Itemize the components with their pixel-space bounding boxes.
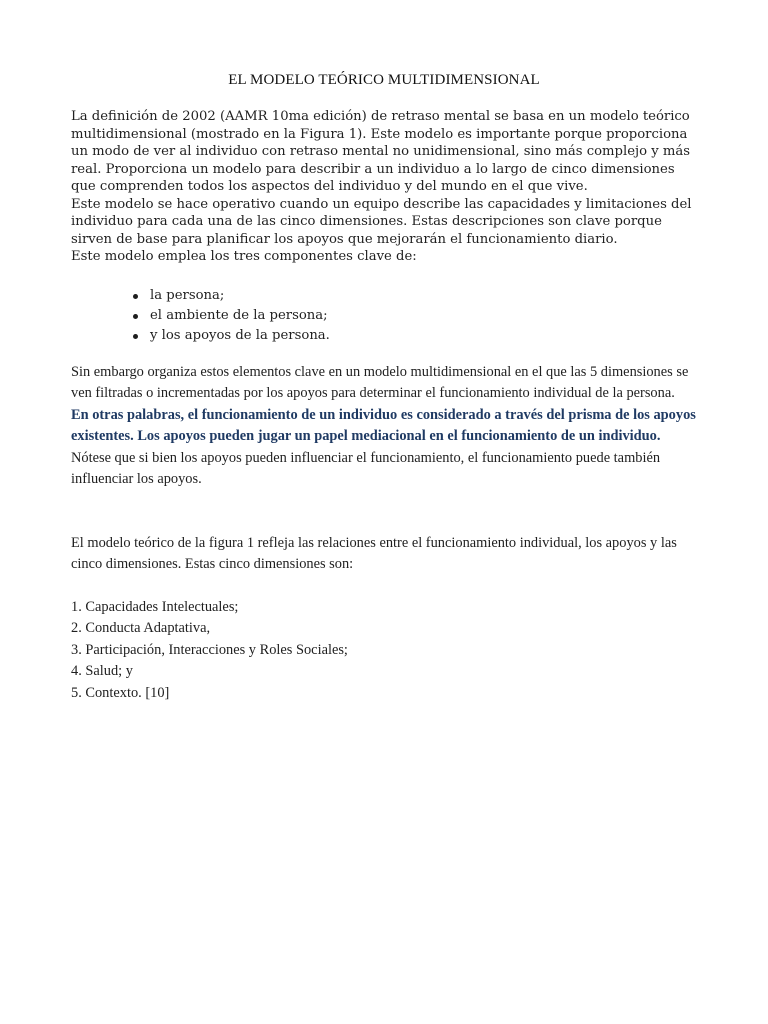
document-title: EL MODELO TEÓRICO MULTIDIMENSIONAL: [228, 72, 540, 88]
figura-paragraph: El modelo teórico de la figura 1 refleja las relaciones entre el funcionamiento individual, los apoyos y las cinco dimensiones. Estas cinco dimensiones son:: [71, 535, 677, 573]
emphasis-text: En otras palabras, el funcionamiento de un individuo es considerado a través del prisma de los apoyos existentes. Los apoyos pueden jugar un papel mediacional en el funcionamiento de un individuo.: [71, 406, 696, 445]
intro-paragraph: Este modelo se hace operativo cuando un equipo describe las capacidades y limitaciones del individuo para cada una de las cinco dimensiones. Estas descripciones son clave porque sirven de base para planificar los apoyos que mejorarán el funcionamiento diario.: [71, 196, 692, 247]
sin-embargo-section: [71, 362, 696, 490]
figura-section: [71, 533, 696, 576]
intro-paragraph: La definición de 2002 (AAMR 10ma edición) de retraso mental se basa en un modelo teórico multidimensional (mostrado en la Figura 1). Este modelo es importante porque proporciona un modo de ver al individuo con retraso mental no unidimensional, sino más complejo y más real. Proporciona un modelo para describir a un individuo a lo largo de cinco dimensiones que comprenden todos los aspectos del individuo y del mundo en el que vive.: [71, 109, 691, 194]
sin-embargo-text: Sin embargo organiza estos elementos clave en un modelo multidimensional en el que las 5 dimensiones se ven filtradas o incrementadas por los apoyos para determinar el funcionamiento individual de la persona.: [71, 364, 689, 402]
components-list: [133, 286, 330, 346]
intro-paragraph: Este modelo emplea los tres componentes clave de:: [71, 249, 417, 264]
list-item: y los apoyos de la persona.: [133, 326, 330, 346]
dimensions-list: [71, 597, 348, 704]
list-item: 2. Conducta Adaptativa,: [71, 620, 211, 637]
list-item: 5. Contexto. [10]: [71, 684, 170, 701]
notese-paragraph: Nótese que si bien los apoyos pueden influenciar el funcionamiento, el funcionamiento puede también influenciar los apoyos.: [71, 449, 661, 488]
list-item: 1. Capacidades Intelectuales;: [71, 599, 239, 615]
list-item: 4. Salud; y: [71, 663, 133, 680]
list-item: la persona;: [133, 286, 330, 306]
list-item: 3. Participación, Interacciones y Roles Sociales;: [71, 641, 348, 658]
intro-section: [71, 108, 696, 266]
list-item: el ambiente de la persona;: [133, 306, 330, 326]
sin-embargo-paragraph: [71, 362, 696, 448]
